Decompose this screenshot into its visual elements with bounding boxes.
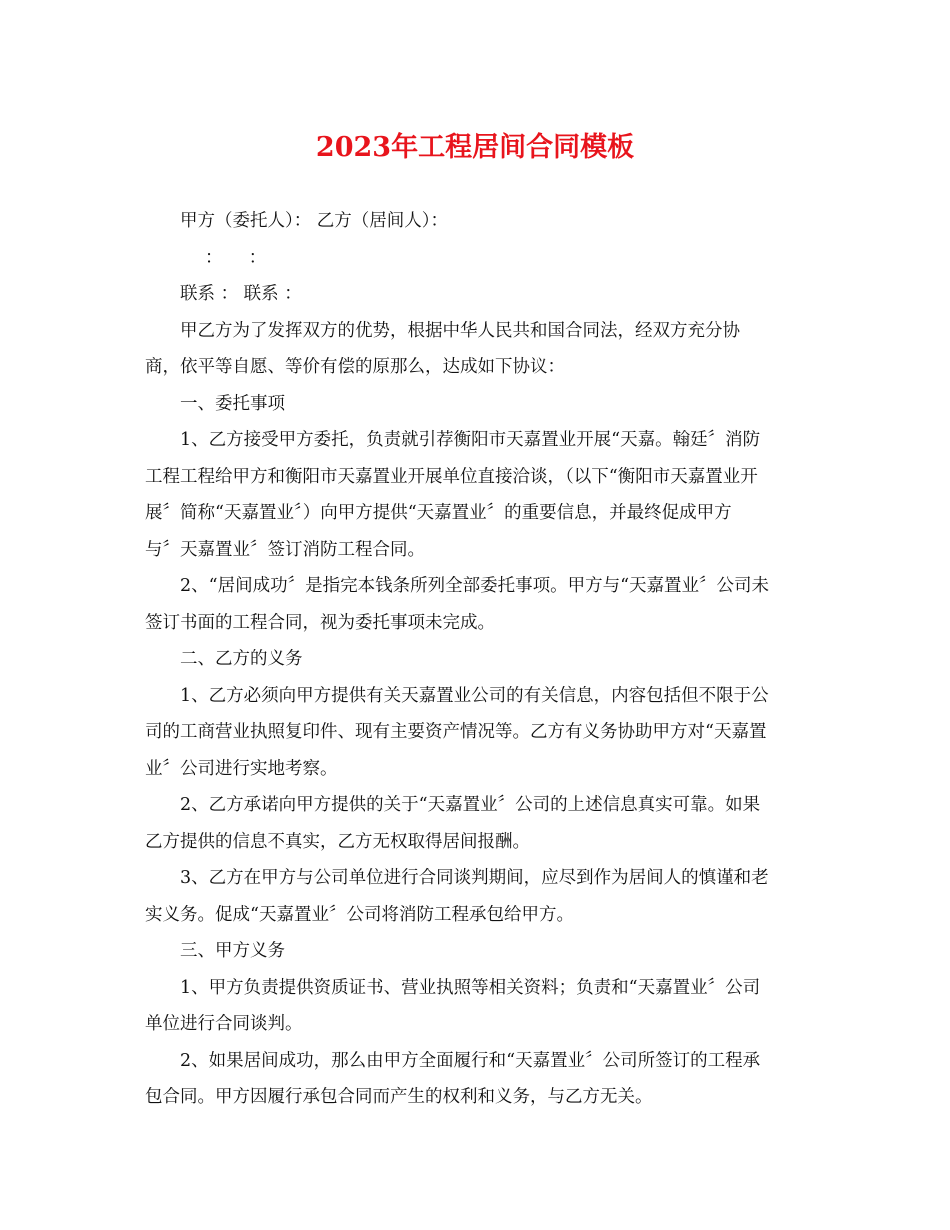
body-line: 甲乙方为了发挥双方的优势，根据中华人民共和国合同法，经双方充分协 bbox=[180, 320, 740, 341]
body-line: 司的工商营业执照复印件、现有主要资产情况等。乙方有义务协助甲方对“天嘉置 bbox=[145, 722, 767, 742]
document-title: 2023年工程居间合同模板 bbox=[315, 132, 635, 163]
body-line: 一、委托事项 bbox=[180, 393, 285, 414]
body-line: 三、甲方义务 bbox=[180, 941, 285, 961]
body-line: 展〞简称“天嘉置业〞）向甲方提供“天嘉置业〞的重要信息，并最终促成甲方 bbox=[145, 503, 732, 523]
body-line: 3、乙方在甲方与公司单位进行合同谈判期间，应尽到作为居间人的慎谨和老 bbox=[180, 868, 769, 888]
body-line: 二、乙方的义务 bbox=[180, 649, 303, 669]
body-line: ： ： bbox=[205, 247, 267, 268]
body-line: 联系 ： 联系 ： bbox=[180, 284, 302, 304]
body-line: 业〞公司进行实地考察。 bbox=[145, 758, 338, 779]
body-line: 1、乙方必须向甲方提供有关天嘉置业公司的有关信息，内容包括但不限于公 bbox=[180, 685, 769, 706]
body-line: 2、“居间成功〞是指完本钱条所列全部委托事项。甲方与“天嘉置业〞公司未 bbox=[180, 576, 770, 596]
body-line: 1、乙方接受甲方委托，负责就引荐衡阳市天嘉置业开展“天嘉。翰廷〞消防 bbox=[180, 430, 761, 450]
body-line: 2、如果居间成功，那么由甲方全面履行和“天嘉置业〞公司所签订的工程承 bbox=[180, 1050, 761, 1071]
body-line: 与〞天嘉置业〞签订消防工程合同。 bbox=[145, 539, 425, 560]
body-line: 2、乙方承诺向甲方提供的关于“天嘉置业〞公司的上述信息真实可靠。如果 bbox=[180, 795, 761, 815]
body-line: 1、甲方负责提供资质证书、营业执照等相关资料；负责和“天嘉置业〞公司 bbox=[180, 977, 761, 998]
body-line: 签订书面的工程合同，视为委托事项未完成。 bbox=[145, 612, 495, 633]
body-line: 包合同。甲方因履行承包合同而产生的权利和义务，与乙方无关。 bbox=[145, 1087, 653, 1107]
body-line: 工程工程给甲方和衡阳市天嘉置业开展单位直接洽谈，（以下“衡阳市天嘉置业开 bbox=[145, 466, 758, 487]
body-line: 单位进行合同谈判。 bbox=[145, 1014, 303, 1034]
document-body bbox=[145, 203, 807, 1116]
body-line: 商，依平等自愿、等价有偿的原那么，达成如下协议： bbox=[145, 357, 565, 377]
body-line: 甲方（委托人）： 乙方（居间人）： bbox=[180, 211, 449, 231]
body-line: 乙方提供的信息不真实，乙方无权取得居间报酬。 bbox=[145, 831, 530, 852]
body-line: 实义务。促成“天嘉置业〞公司将消防工程承包给甲方。 bbox=[145, 904, 574, 925]
